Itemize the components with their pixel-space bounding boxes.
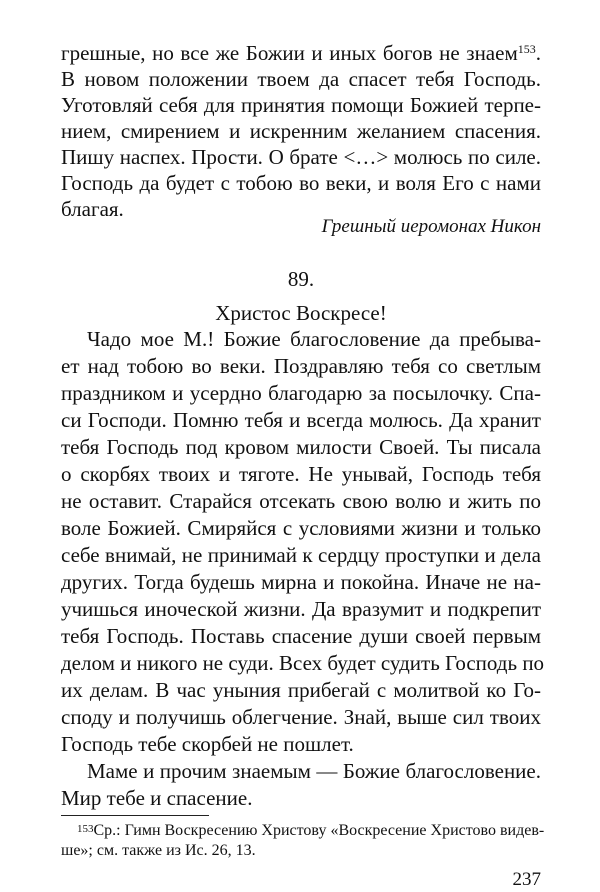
footnote-text-1: Ср.: Гимн Воскресению Христову «Воскресение Христово видев- [93,822,545,839]
paragraph1-line-7: не оставит. Старайся отсекать свою волю и жить по [61,489,541,513]
paragraph1-line-2: ет над тобою во веки. Поздравляю тебя со светлым [61,354,541,378]
footnote-separator [61,815,209,816]
continuation-line-7: благая. [61,197,124,221]
continuation-line-2: В новом положении твоем да спасет тебя Господь. [61,67,541,91]
continuation-line-1: грешные, но все же Божии и иных богов не знаем$^{153}$. [61,41,541,65]
paragraph1-line-3: праздником и усердно благодарю за посылочку. Спа- [61,381,541,405]
paragraph1-line-11: учишься иноческой жизни. Да вразумит и подкрепит [61,597,541,621]
paragraph2-line-2: Мир тебе и спасение. [61,786,253,810]
paragraph1-line-14: их делам. В час уныния прибегай с молитвой ко Го- [61,678,541,702]
paragraph1-line-15: споду и получишь облегчение. Знай, выше сил твоих [61,705,541,729]
continuation-text-1: грешные, но все же Божии и иных богов не знаем [61,41,518,65]
continuation-line-6: Господь да будет с тобою во веки, и воля Его с нами [61,171,541,195]
paragraph1-line-10: других. Тогда будешь мирна и покойна. Иначе не на- [61,570,541,594]
paragraph1-line-9: себе внимай, не принимай к сердцу проступки и дела [61,543,541,567]
paragraph1-line-4: си Господи. Помню тебя и всегда молюсь. Да хранит [61,408,541,432]
paragraph1-line-6: о скорбях твоих и тяготе. Не унывай, Господь тебя [61,462,541,486]
paragraph1-line-8: воле Божией. Смиряйся с условиями жизни и только [61,516,541,540]
letter-number: 89. [287,267,315,291]
paragraph1-line-1: Чадо мое М.! Божие благословение да пребыва- [87,327,541,351]
book-page [61,40,545,890]
paragraph1-line-16: Господь тебе скорбей не пошлет. [61,732,354,756]
letter-greeting: Христос Воскресе! [215,301,387,325]
paragraph1-line-12: тебя Господь. Поставь спасение души своей первым [61,624,541,648]
continuation-line-4: нием, смирением и искренним желанием спасения. [61,119,541,143]
signature: Грешный иеромонах Никон [321,216,541,237]
paragraph1-line-13: делом и никого не суди. Всех будет судить Господь по [61,651,545,675]
paragraph2-line-1: Маме и прочим знаемым — Божие благословение. [87,759,541,783]
paragraph1-line-5: тебя Господь под кровом милости Своей. Ты писала [61,435,541,459]
footnote-marker: 153 [77,823,94,835]
continuation-line-5: Пишу наспех. Прости. О брате <…> молюсь по силе. [61,145,541,169]
footnote-reference[interactable]: 153 [517,42,536,56]
footnote-line-2: ше»; см. также из Ис. 26, 13. [61,842,256,859]
continuation-line-3: Уготовляй себя для принятия помощи Божией терпе- [61,93,541,117]
footnote-line-1 [77,821,545,841]
page-number: 237 [512,869,541,890]
